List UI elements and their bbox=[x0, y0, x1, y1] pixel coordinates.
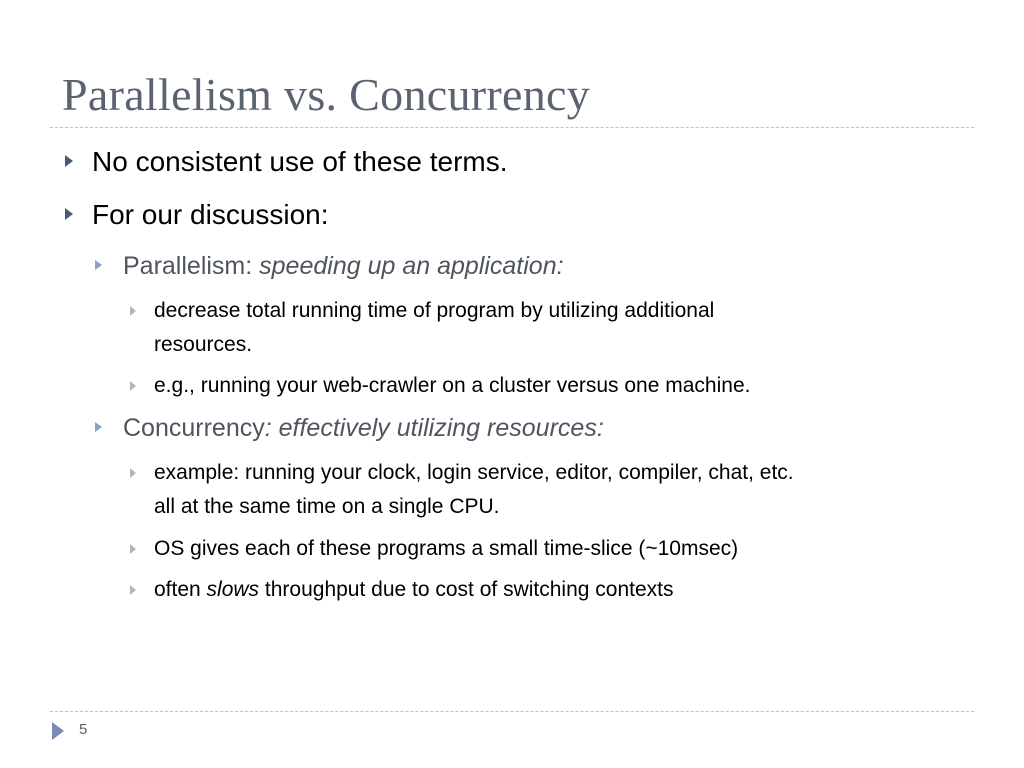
bullet-text: No consistent use of these terms. bbox=[92, 146, 508, 177]
bullet-time-slice bbox=[154, 532, 738, 566]
bullet-arrow-icon bbox=[65, 155, 73, 167]
bullet-text-post: throughput due to cost of switching contexts bbox=[259, 578, 674, 601]
bullet-arrow-icon bbox=[130, 381, 136, 391]
bullet-text-line1: example: running your clock, login service, editor, compiler, chat, etc. bbox=[154, 461, 794, 484]
concurrency-label: Concurrency bbox=[123, 414, 265, 442]
parallelism-description: speeding up an application: bbox=[259, 252, 564, 280]
bullet-slows-throughput bbox=[154, 573, 673, 607]
concurrency-description: : effectively utilizing resources: bbox=[264, 414, 604, 442]
bullet-arrow-icon bbox=[130, 585, 136, 595]
bullet-for-our-discussion bbox=[92, 199, 329, 231]
bullet-text: e.g., running your web-crawler on a cluster versus one machine. bbox=[154, 374, 751, 397]
bullet-arrow-icon bbox=[95, 260, 102, 270]
bullet-arrow-icon bbox=[95, 422, 102, 432]
title-divider bbox=[50, 127, 974, 128]
bullet-text-line2: all at the same time on a single CPU. bbox=[154, 495, 500, 518]
bullet-text: OS gives each of these programs a small time-slice (~10msec) bbox=[154, 537, 739, 560]
parallelism-label: Parallelism: bbox=[123, 252, 260, 280]
bullet-concurrency bbox=[123, 414, 604, 443]
bullet-arrow-icon bbox=[130, 544, 136, 554]
bullet-text-emphasis: slows bbox=[206, 578, 260, 601]
slide-title: Parallelism vs. Concurrency bbox=[62, 69, 591, 120]
bullet-running-clock-example bbox=[154, 456, 794, 524]
bullet-arrow-icon bbox=[130, 306, 136, 316]
bullet-arrow-icon bbox=[65, 208, 73, 220]
bullet-decrease-running-time bbox=[154, 294, 714, 362]
bullet-text: For our discussion: bbox=[92, 199, 329, 230]
bullet-arrow-icon bbox=[130, 468, 136, 478]
bullet-text-line2: resources. bbox=[154, 333, 253, 356]
bullet-text-pre: often bbox=[154, 578, 207, 601]
footer-divider bbox=[50, 711, 974, 712]
bullet-web-crawler-example bbox=[154, 369, 750, 403]
bullet-no-consistent-use bbox=[92, 146, 508, 178]
bullet-text-line1: decrease total running time of program by utilizing additional bbox=[154, 299, 715, 322]
footer-arrow-icon bbox=[52, 722, 64, 740]
page-number: 5 bbox=[79, 721, 88, 738]
bullet-parallelism bbox=[123, 252, 564, 281]
